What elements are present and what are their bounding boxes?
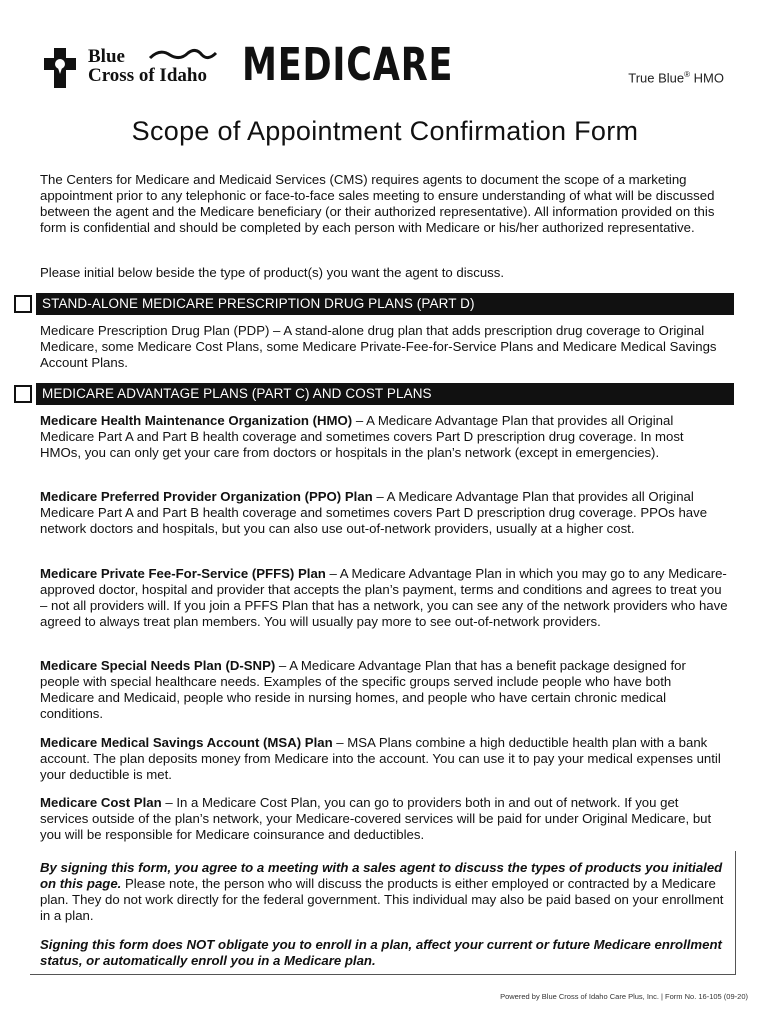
page-header xyxy=(42,40,732,96)
plan-name xyxy=(628,70,724,85)
plan-text-pffs: – A Medicare Advantage Plan in which you may go to any Medicare-approved doctor, hospital and provider that accepts the plan’s payment, terms and conditions and agrees to treat you – not all providers will. If you join a PFFS Plan that has a network, you can see any of the network providers who have agreed to always treat plan members. You will usually pay more to see out-of-network providers. xyxy=(40,566,728,629)
obligation-notice xyxy=(40,937,730,969)
plan-description-pffs xyxy=(40,566,728,630)
pdp-description xyxy=(40,323,728,371)
plan-name-dsnp: Medicare Special Needs Plan (D-SNP) xyxy=(40,658,276,673)
signing-notice-text: Please note, the person who will discuss the products is either employed or contracted by a Medicare plan. They do not work directly for the federal government. This individual may also be paid based on your enrollment in a plan. xyxy=(40,876,724,923)
plan-name-msa: Medicare Medical Savings Account (MSA) Plan xyxy=(40,735,333,750)
part-d-checkbox[interactable] xyxy=(14,295,32,313)
plan-name-cost: Medicare Cost Plan xyxy=(40,795,162,810)
obligation-notice-bold: Signing this form does NOT obligate you to enroll in a plan, affect your current or future Medicare enrollment status, or automatically enroll you in a Medicare plan. xyxy=(40,937,722,968)
medicare-wordmark: MEDICARE xyxy=(242,38,454,91)
page-title: Scope of Appointment Confirmation Form xyxy=(131,116,639,146)
signing-notice-bold: By signing this form, you agree to a meeting with a sales agent to discuss the types of products you initialed on this page. xyxy=(40,860,723,891)
plan-text-msa: – MSA Plans combine a high deductible health plan with a bank account. The plan deposits money from Medicare into the account. You can use it to pay your medical expenses until your deductible is met. xyxy=(40,735,721,782)
plan-description-dsnp xyxy=(40,658,728,722)
part-c-checkbox[interactable] xyxy=(14,385,32,403)
section-part-d xyxy=(14,293,734,315)
registered-mark: ® xyxy=(684,70,691,79)
plan-description-msa xyxy=(40,735,728,783)
initial-instruction: Please initial below beside the type of product(s) you want the agent to discuss. xyxy=(40,265,505,280)
section-heading: STAND-ALONE MEDICARE PRESCRIPTION DRUG PLANS (PART D) xyxy=(36,293,734,315)
plan-text-cost: – In a Medicare Cost Plan, you can go to providers both in and out of network. If you get services outside of the plan’s network, your Medicare-covered services will be paid for under Original Medicare, but you will be responsible for Medicare coinsurance and deductibles. xyxy=(40,795,712,842)
plan-description-hmo xyxy=(40,413,728,461)
section-heading: MEDICARE ADVANTAGE PLANS (PART C) AND COST PLANS xyxy=(36,383,734,405)
pdp-text: Medicare Prescription Drug Plan (PDP) – A stand-alone drug plan that adds prescription drug coverage to Original Medicare, some Medicare Cost Plans, some Medicare Private-Fee-for-Service Plans and Medicare Medical Savings Account Plans. xyxy=(40,323,717,370)
plan-name-text: True Blue xyxy=(628,70,685,86)
plan-description-ppo xyxy=(40,489,728,537)
logo-text-line2: Cross of Idaho xyxy=(88,65,207,86)
section-part-c xyxy=(14,383,734,405)
blue-cross-of-idaho-logo xyxy=(42,44,232,92)
plan-name-ppo: Medicare Preferred Provider Organization (PPO) Plan xyxy=(40,489,373,504)
plan-description-cost xyxy=(40,795,728,843)
signing-notice xyxy=(40,860,730,924)
plan-suffix: HMO xyxy=(693,70,724,86)
intro-paragraph: The Centers for Medicare and Medicaid Services (CMS) requires agents to document the scope of a marketing appointment prior to any telephonic or face-to-face sales meeting to ensure understanding of what will be discussed between the agent and the Medicare beneficiary (or their authorized representative). All information provided on this form is confidential and should be completed by each person with Medicare or his/her authorized representative. xyxy=(40,172,715,235)
plan-text-dsnp: – A Medicare Advantage Plan that has a benefit package designed for people with special healthcare needs. Examples of the specific groups served include people who have both Medicare and Medicaid, people who reside in nursing homes, and people who have certain chronic medical conditions. xyxy=(40,658,686,721)
plan-name-pffs: Medicare Private Fee-For-Service (PFFS) Plan xyxy=(40,566,326,581)
plan-text-ppo: – A Medicare Advantage Plan that provides all Original Medicare Part A and Part B health coverage and sometimes covers Part D prescription drug coverage. PPOs have network doctors and hospitals, but you can also use out-of-network providers, usually at a higher cost. xyxy=(40,489,708,536)
plan-name-hmo: Medicare Health Maintenance Organization (HMO) xyxy=(40,413,353,428)
footer-text: Powered by Blue Cross of Idaho Care Plus, Inc. | Form No. 16-105 (09-20) xyxy=(500,992,748,1001)
logo-text-line1: Blue xyxy=(88,46,125,67)
plan-text-hmo: – A Medicare Advantage Plan that provides all Original Medicare Part A and Part B health coverage and sometimes covers Part D prescription drug coverage. In most HMOs, you can only get your care from doctors or hospitals in the plan’s network (except in emergencies). xyxy=(40,413,684,460)
